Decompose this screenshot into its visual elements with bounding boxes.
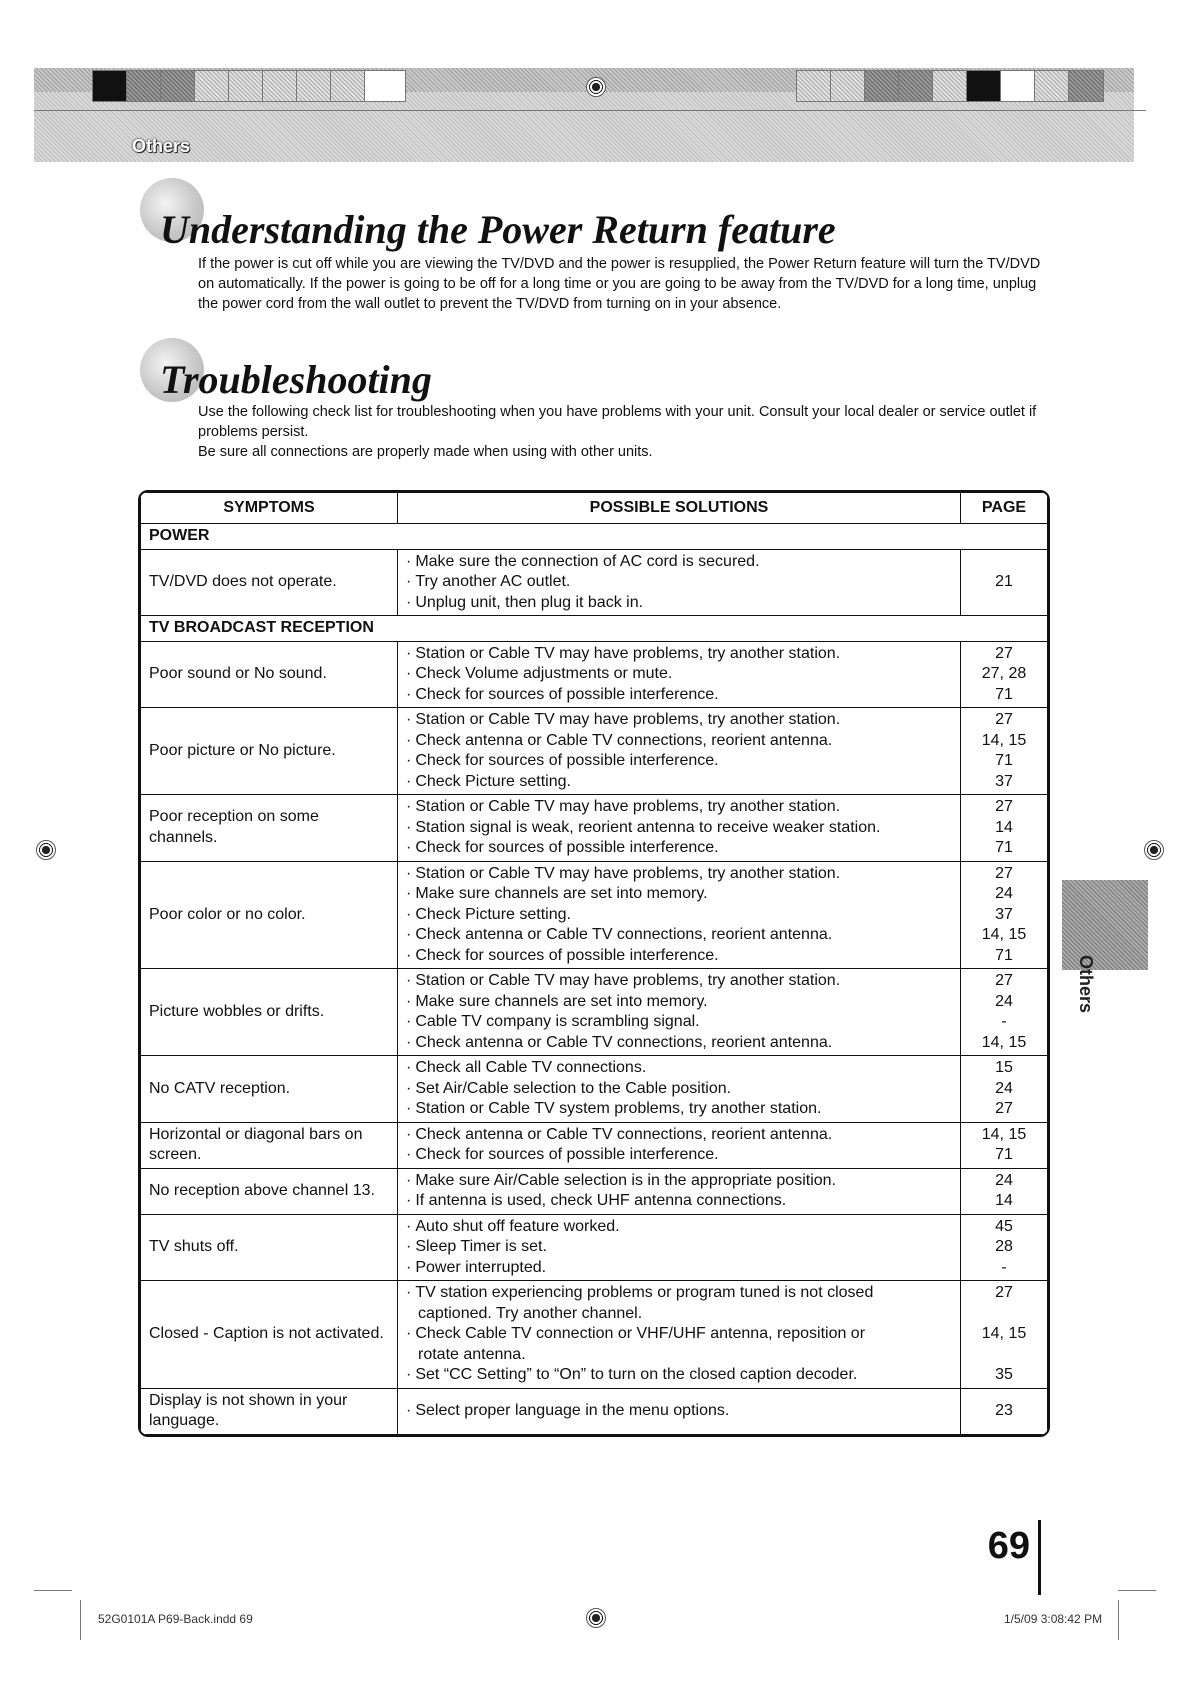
- solution-text: rotate antenna.: [418, 1345, 526, 1363]
- solution-text: Check antenna or Cable TV connections, reorient antenna.: [415, 1033, 833, 1051]
- symptom-cell: Poor sound or No sound.: [141, 641, 398, 708]
- page-ref: 27: [995, 798, 1013, 815]
- symptom-cell: Picture wobbles or drifts.: [141, 969, 398, 1056]
- solutions-header: POSSIBLE SOLUTIONS: [398, 493, 961, 524]
- color-square: [830, 70, 866, 102]
- header-rule: [34, 110, 1146, 111]
- color-square: [92, 70, 128, 102]
- solution-text: Set “CC Setting” to “On” to turn on the closed caption decoder.: [415, 1366, 858, 1383]
- page-ref: [969, 552, 1039, 573]
- page-ref: 24: [995, 1079, 1013, 1097]
- bullet-icon: ·: [406, 972, 412, 989]
- bullet-icon: ·: [406, 772, 412, 790]
- registration-mark-icon: [1144, 840, 1164, 860]
- table-row: [141, 1056, 1048, 1123]
- solution-item: [406, 751, 952, 772]
- color-square: [262, 70, 298, 102]
- solutions-cell: [398, 795, 961, 862]
- solution-text: Check Picture setting.: [415, 905, 571, 923]
- page-ref: [969, 593, 1039, 614]
- registration-mark-icon: [586, 77, 606, 97]
- solution-item: [406, 1033, 952, 1054]
- solution-text: Check all Cable TV connections.: [415, 1059, 647, 1076]
- solution-item: [406, 1058, 952, 1079]
- page-ref: 71: [995, 946, 1013, 964]
- solution-item: [406, 1365, 952, 1386]
- solutions-cell: [398, 1281, 961, 1389]
- bullet-icon: ·: [406, 946, 412, 964]
- solution-text: Make sure Air/Cable selection is in the appropriate position.: [415, 1171, 836, 1189]
- solution-item: [406, 884, 952, 905]
- solution-text: Station or Cable TV may have problems, try another station.: [415, 864, 841, 882]
- solutions-cell: [398, 1122, 961, 1168]
- solution-text: Station signal is weak, reorient antenna to receive weaker station.: [415, 818, 881, 836]
- solution-text: Check antenna or Cable TV connections, reorient antenna.: [415, 926, 833, 943]
- solution-item: [406, 1145, 952, 1166]
- page-ref: 37: [995, 772, 1013, 790]
- solutions-cell: [398, 549, 961, 616]
- crop-mark: [1118, 1600, 1119, 1640]
- bullet-icon: ·: [406, 839, 412, 856]
- page-ref: 71: [995, 685, 1013, 703]
- solution-text: Make sure channels are set into memory.: [415, 992, 708, 1010]
- solution-item: [406, 971, 952, 992]
- bullet-icon: ·: [406, 665, 412, 682]
- table-row: [141, 1281, 1048, 1389]
- solution-item: [406, 644, 952, 665]
- bullet-icon: ·: [406, 685, 412, 703]
- symptom-cell: TV/DVD does not operate.: [141, 549, 398, 616]
- bullet-icon: ·: [406, 573, 412, 590]
- solution-item: [406, 710, 952, 731]
- bullet-icon: ·: [406, 992, 412, 1010]
- solutions-cell: [398, 1168, 961, 1214]
- solution-item: [406, 572, 952, 593]
- solution-item: [406, 838, 952, 859]
- page-cell: [961, 1056, 1048, 1123]
- solutions-cell: [398, 1056, 961, 1123]
- page-ref: 27, 28: [981, 665, 1027, 682]
- solution-item: [406, 864, 952, 885]
- troubleshooting-title: Troubleshooting: [160, 357, 432, 402]
- bullet-icon: ·: [406, 1238, 412, 1255]
- page-ref: 21: [995, 573, 1013, 590]
- crop-mark: [34, 1590, 72, 1591]
- bullet-icon: ·: [406, 1325, 412, 1342]
- solution-text: Check antenna or Cable TV connections, reorient antenna.: [415, 731, 833, 749]
- solution-item: [406, 552, 952, 573]
- solution-text: Station or Cable TV may have problems, try another station.: [415, 798, 841, 815]
- bullet-icon: ·: [406, 818, 412, 836]
- page-ref: -: [1001, 1013, 1007, 1030]
- page-ref: 14, 15: [981, 1125, 1027, 1143]
- color-square: [160, 70, 196, 102]
- bullet-icon: ·: [406, 593, 412, 611]
- color-square: [330, 70, 366, 102]
- page-cell: [961, 1388, 1048, 1434]
- page-ref: 71: [995, 752, 1013, 769]
- solution-text: Cable TV company is scrambling signal.: [415, 1013, 700, 1030]
- solution-text: Check Cable TV connection or VHF/UHF antenna, reposition or: [415, 1325, 866, 1342]
- page-ref: 15: [995, 1059, 1013, 1076]
- page-ref: 14, 15: [981, 1033, 1027, 1051]
- solution-item: [406, 1217, 952, 1238]
- solution-item: [406, 1258, 952, 1279]
- solution-item: [406, 1283, 952, 1304]
- color-square: [228, 70, 264, 102]
- solution-item: [406, 1324, 952, 1345]
- color-square: [796, 70, 832, 102]
- solution-text: Make sure the connection of AC cord is secured.: [415, 552, 760, 570]
- solutions-cell: [398, 708, 961, 795]
- page-ref: 45: [995, 1217, 1013, 1235]
- solution-text: Station or Cable TV may have problems, try another station.: [415, 711, 841, 728]
- symptom-cell: Horizontal or diagonal bars on screen.: [141, 1122, 398, 1168]
- symptoms-header: SYMPTOMS: [141, 493, 398, 524]
- bullet-icon: ·: [406, 926, 412, 943]
- table-row: [141, 549, 1048, 616]
- section-tab: Others: [132, 136, 191, 156]
- page-ref: 23: [995, 1401, 1013, 1419]
- color-square: [898, 70, 934, 102]
- solution-item: [406, 1099, 952, 1120]
- table-row: [141, 1388, 1048, 1434]
- solution-item: [406, 1237, 952, 1258]
- page-ref: [969, 1304, 1039, 1325]
- crop-mark: [80, 1600, 81, 1640]
- solution-item: [406, 1079, 952, 1100]
- solution-text: Check for sources of possible interference.: [415, 946, 719, 964]
- color-square: [1068, 70, 1104, 102]
- table-row: [141, 1168, 1048, 1214]
- bullet-icon: ·: [406, 1366, 412, 1383]
- bullet-icon: ·: [406, 1217, 412, 1235]
- symptom-cell: No CATV reception.: [141, 1056, 398, 1123]
- registration-mark-icon: [36, 840, 56, 860]
- solution-item: [406, 1171, 952, 1192]
- solution-text: Station or Cable TV system problems, try another station.: [415, 1100, 822, 1117]
- symptom-cell: Poor color or no color.: [141, 861, 398, 969]
- page-cell: [961, 549, 1048, 616]
- solution-text: Check for sources of possible interference.: [415, 839, 719, 856]
- solution-text: Try another AC outlet.: [415, 573, 571, 590]
- symptom-cell: TV shuts off.: [141, 1214, 398, 1281]
- page-ref: 14, 15: [981, 731, 1027, 749]
- bullet-icon: ·: [406, 1146, 412, 1163]
- solutions-cell: [398, 1214, 961, 1281]
- page-cell: [961, 641, 1048, 708]
- solutions-cell: [398, 641, 961, 708]
- solution-text: Select proper language in the menu options.: [415, 1401, 730, 1419]
- solution-item: [406, 1012, 952, 1033]
- power-return-body: If the power is cut off while you are viewing the TV/DVD and the power is resupplied, the Power Return feature will turn the TV/DVD on automatically. If the power is going to be off for a long time or you are going to be away from the TV/DVD for a long time, unplug the power cord from the wall outlet to prevent the TV/DVD from turning on in your absence.: [198, 256, 1041, 312]
- solution-text: Check for sources of possible interference.: [415, 685, 719, 703]
- page-ref: -: [1001, 1258, 1007, 1276]
- side-tab-label: Others: [1076, 955, 1096, 1014]
- page-ref: 27: [995, 1284, 1013, 1301]
- solution-text: Unplug unit, then plug it back in.: [415, 593, 644, 611]
- color-square: [864, 70, 900, 102]
- solution-item: [406, 731, 952, 752]
- solution-item: [406, 1401, 952, 1422]
- bullet-icon: ·: [406, 644, 412, 662]
- solutions-cell: [398, 1388, 961, 1434]
- page-ref: 27: [995, 1100, 1013, 1117]
- solution-text: Check Volume adjustments or mute.: [415, 665, 673, 682]
- bullet-icon: ·: [406, 1171, 412, 1189]
- table-row: [141, 1122, 1048, 1168]
- bullet-icon: ·: [406, 552, 412, 570]
- solution-text: Check for sources of possible interference.: [415, 752, 719, 769]
- solution-item: [406, 818, 952, 839]
- solution-text: If antenna is used, check UHF antenna connections.: [415, 1192, 787, 1209]
- page-ref: [969, 1345, 1039, 1366]
- page-ref: 14: [995, 1192, 1013, 1209]
- table-row: [141, 795, 1048, 862]
- bullet-icon: ·: [406, 711, 412, 728]
- crop-mark: [1118, 1590, 1156, 1591]
- table-row: [141, 1214, 1048, 1281]
- bullet-icon: ·: [406, 1059, 412, 1076]
- solution-item: [406, 1191, 952, 1212]
- page-cell: [961, 1281, 1048, 1389]
- page-cell: [961, 969, 1048, 1056]
- bullet-icon: ·: [406, 1258, 412, 1276]
- bullet-icon: ·: [406, 752, 412, 769]
- solution-item: [406, 593, 952, 614]
- solution-item: [406, 925, 952, 946]
- color-square: [1000, 70, 1036, 102]
- symptom-cell: Poor picture or No picture.: [141, 708, 398, 795]
- solution-text: Station or Cable TV may have problems, try another station.: [415, 644, 841, 662]
- page-ref: 24: [995, 885, 1013, 902]
- color-square: [966, 70, 1002, 102]
- page-ref: 28: [995, 1238, 1013, 1255]
- page-ref: 24: [995, 992, 1013, 1010]
- solution-text: captioned. Try another channel.: [418, 1304, 643, 1322]
- solutions-cell: [398, 969, 961, 1056]
- page-ref: 27: [995, 711, 1013, 728]
- bullet-icon: ·: [406, 1125, 412, 1143]
- troubleshooting-table: [138, 490, 1050, 1437]
- color-square: [296, 70, 332, 102]
- solution-item: [406, 905, 952, 926]
- solutions-cell: [398, 861, 961, 969]
- bullet-icon: ·: [406, 905, 412, 923]
- solution-text: Power interrupted.: [415, 1258, 547, 1276]
- solution-item: [406, 797, 952, 818]
- solution-item: [406, 1345, 952, 1366]
- page-ref: 27: [995, 864, 1013, 882]
- category-row: POWER: [141, 524, 1048, 550]
- troubleshooting-note: Be sure all connections are properly made when using with other units.: [198, 444, 653, 460]
- header-band: [34, 92, 1134, 162]
- table-row: [141, 861, 1048, 969]
- page-cell: [961, 861, 1048, 969]
- solution-text: Station or Cable TV may have problems, try another station.: [415, 972, 841, 989]
- bullet-icon: ·: [406, 1033, 412, 1051]
- table-row: [141, 969, 1048, 1056]
- page-cell: [961, 1122, 1048, 1168]
- solution-text: TV station experiencing problems or program tuned is not closed: [415, 1284, 874, 1301]
- page-number: 69: [987, 1525, 1030, 1567]
- page-ref: 14: [995, 818, 1013, 836]
- bullet-icon: ·: [406, 1192, 412, 1209]
- solution-text: Make sure channels are set into memory.: [415, 885, 708, 902]
- page-ref: 27: [995, 644, 1013, 662]
- page-ref: 14, 15: [981, 1325, 1027, 1342]
- bullet-icon: ·: [406, 1284, 412, 1301]
- table-row: [141, 708, 1048, 795]
- footer-timestamp: 1/5/09 3:08:42 PM: [1004, 1612, 1103, 1626]
- bullet-icon: ·: [406, 885, 412, 902]
- page-ref: 27: [995, 972, 1013, 989]
- bullet-icon: ·: [406, 1401, 412, 1419]
- table-row: [141, 641, 1048, 708]
- bullet-icon: ·: [406, 864, 412, 882]
- solution-text: Check for sources of possible interference.: [415, 1146, 719, 1163]
- solution-text: Sleep Timer is set.: [415, 1238, 547, 1255]
- color-square: [1034, 70, 1070, 102]
- symptom-cell: Poor reception on some channels.: [141, 795, 398, 862]
- page-cell: [961, 708, 1048, 795]
- page-cell: [961, 1168, 1048, 1214]
- bullet-icon: ·: [406, 1079, 412, 1097]
- power-return-title: Understanding the Power Return feature: [160, 207, 836, 252]
- registration-mark-icon: [586, 1608, 606, 1628]
- solution-item: [406, 1304, 952, 1325]
- troubleshooting-intro: Use the following check list for troubleshooting when you have problems with your unit. Consult your local dealer or service outlet if problems persist.: [198, 404, 1037, 440]
- color-square: [194, 70, 230, 102]
- bullet-icon: ·: [406, 798, 412, 815]
- page-header: PAGE: [961, 493, 1048, 524]
- page-ref: 71: [995, 1146, 1013, 1163]
- bullet-icon: ·: [406, 1013, 412, 1030]
- solution-text: Check Picture setting.: [415, 772, 571, 790]
- page-cell: [961, 1214, 1048, 1281]
- page-ref: 71: [995, 839, 1013, 856]
- footer-file: 52G0101A P69-Back.indd 69: [98, 1612, 253, 1626]
- page-ref: 35: [995, 1366, 1013, 1383]
- solution-item: [406, 992, 952, 1013]
- page-ref: 37: [995, 905, 1013, 923]
- solution-item: [406, 772, 952, 793]
- category-row: TV BROADCAST RECEPTION: [141, 616, 1048, 642]
- page-cell: [961, 795, 1048, 862]
- bullet-icon: ·: [406, 731, 412, 749]
- color-square: [932, 70, 968, 102]
- color-square: [364, 70, 406, 102]
- page-ref: 14, 15: [981, 926, 1027, 943]
- solution-text: Auto shut off feature worked.: [415, 1217, 620, 1235]
- solution-text: Check antenna or Cable TV connections, reorient antenna.: [415, 1125, 833, 1143]
- solution-item: [406, 946, 952, 967]
- symptom-cell: Display is not shown in your language.: [141, 1388, 398, 1434]
- solution-text: Set Air/Cable selection to the Cable position.: [415, 1079, 732, 1097]
- symptom-cell: Closed - Caption is not activated.: [141, 1281, 398, 1389]
- color-square: [126, 70, 162, 102]
- symptom-cell: No reception above channel 13.: [141, 1168, 398, 1214]
- solution-item: [406, 685, 952, 706]
- page-ref: 24: [995, 1171, 1013, 1189]
- bullet-icon: ·: [406, 1100, 412, 1117]
- solution-item: [406, 1125, 952, 1146]
- solution-item: [406, 664, 952, 685]
- page-number-rule: [1038, 1520, 1041, 1595]
